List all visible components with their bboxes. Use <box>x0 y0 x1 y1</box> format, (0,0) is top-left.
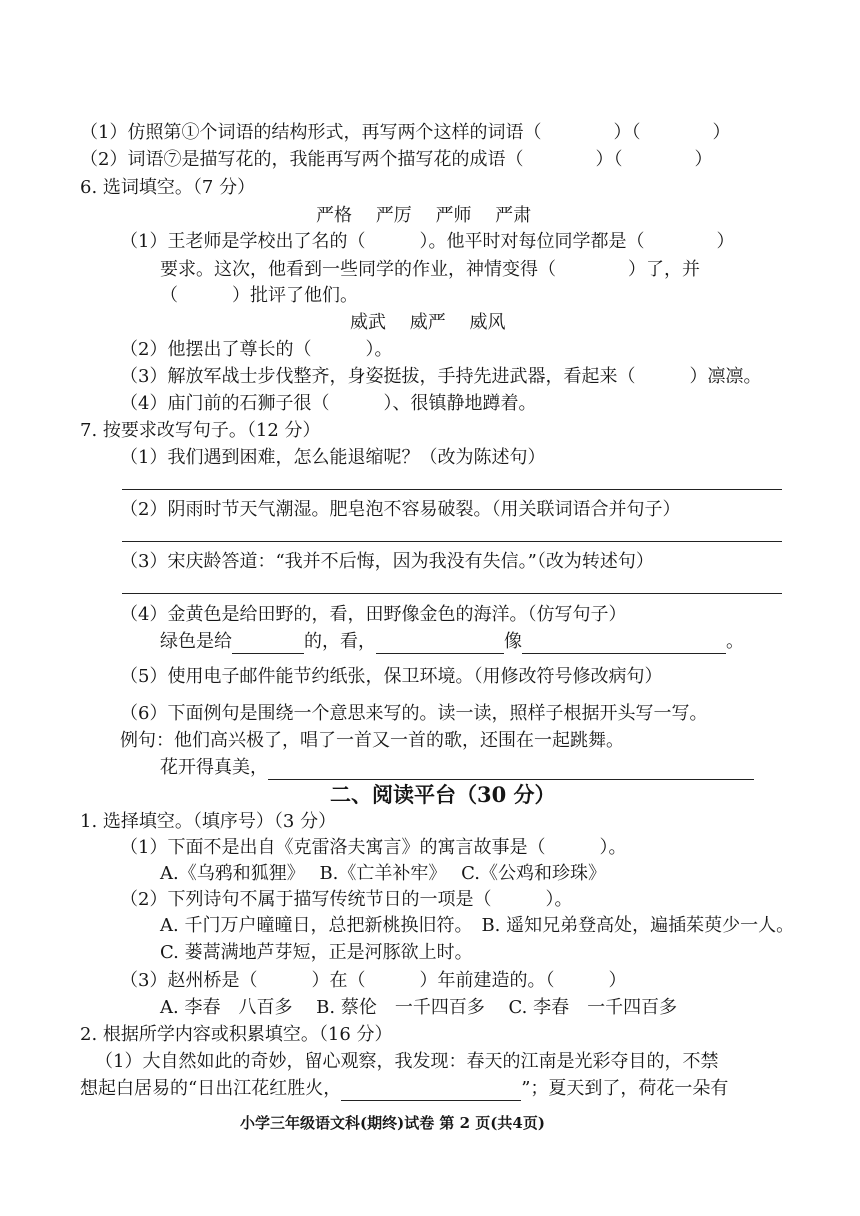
r2-title: 2. 根据所学内容或积累填空。（16 分） <box>80 1024 393 1045</box>
poem-continuation: ”；夏天到了，荷花一朵有 <box>521 1078 729 1099</box>
section-title: 二、阅读平台（30 分） <box>330 782 556 807</box>
answer-line <box>122 593 782 594</box>
r1-sub3: （3）赵州桥是（ ）在（ ）年前建造的。（ ） <box>120 970 627 991</box>
q7-title: 7. 按要求改写句子。（12 分） <box>80 420 321 441</box>
q7-sub4-template <box>160 630 744 654</box>
q7-sub4: （4）金黄色是给田野的，看，田野像金色的海洋。（仿写句子） <box>120 604 627 625</box>
poem-prompt: 想起白居易的“日出江花红胜火， <box>80 1078 342 1099</box>
q7-sub5: （5）使用电子邮件能节约纸张，保卫环境。（用修改符号修改病句） <box>120 666 663 687</box>
template-text: 绿色是给 <box>160 631 232 652</box>
q6-sub2: （2）他摆出了尊长的（ ）。 <box>120 339 393 360</box>
template-text: 像 <box>504 631 522 652</box>
r2-line1: （1）大自然如此的奇妙，留心观察，我发现：春天的江南是光彩夺目的，不禁 <box>95 1051 719 1072</box>
r1-sub1-options: A.《乌鸦和狐狸》 B.《亡羊补牢》 C.《公鸡和珍珠》 <box>160 863 606 884</box>
r1-sub2-option-c: C. 蒌蒿满地芦芽短，正是河豚欲上时。 <box>160 942 473 963</box>
template-text: 的，看， <box>304 631 376 652</box>
q7-sub2: （2）阴雨时节天气潮湿。肥皂泡不容易破裂。（用关联词语合并句子） <box>120 499 681 520</box>
fill-blank[interactable] <box>341 1082 521 1101</box>
r1-sub3-options: A. 李春 八百多 B. 蔡伦 一千四百多 C. 李春 一千四百多 <box>160 997 678 1018</box>
q6-word-bank-2: 威武 威严 威风 <box>350 312 506 333</box>
q7-sub6: （6）下面例句是围绕一个意思来写的。读一读，照样子根据开头写一写。 <box>120 703 708 724</box>
fill-blank[interactable] <box>376 635 504 654</box>
q6-title: 6. 选词填空。（7 分） <box>80 177 256 198</box>
q6-sub1-line2: 要求。这次，他看到一些同学的作业，神情变得（ ）了，并 <box>160 259 700 280</box>
r2-line2 <box>80 1077 728 1101</box>
r1-sub2: （2）下列诗句不属于描写传统节日的一项是（ ）。 <box>120 889 573 910</box>
q7-sub3: （3）宋庆龄答道：“我并不后悔，因为我没有失信。”（改为转述句） <box>120 551 654 572</box>
q7-sub6-answer <box>160 756 754 780</box>
answer-line <box>122 541 782 542</box>
fill-blank[interactable] <box>268 761 754 780</box>
q6-sub4: （4）庙门前的石狮子很（ ）、很镇静地蹲着。 <box>120 393 537 414</box>
q6-sub1-line3: （ ）批评了他们。 <box>160 285 358 306</box>
answer-start: 花开得真美， <box>160 757 268 778</box>
q6-sub3: （3）解放军战士步伐整齐，身姿挺拔，手持先进武器，看起来（ ）凛凛。 <box>120 366 762 387</box>
q7-example: 例句：他们高兴极了，唱了一首又一首的歌，还围在一起跳舞。 <box>120 730 624 751</box>
q6-word-bank-1: 严格 严厉 严师 严肃 <box>316 205 532 226</box>
q6-sub1-line1: （1）王老师是学校出了名的（ ）。他平时对每位同学都是（ ） <box>120 231 735 252</box>
fill-blank[interactable] <box>522 635 726 654</box>
q5-sub2: （2）词语⑦是描写花的，我能再写两个描写花的成语（ ）（ ） <box>80 149 713 170</box>
r1-sub1: （1）下面不是出自《克雷洛夫寓言》的寓言故事是（ ）。 <box>120 837 627 858</box>
r1-sub2-options-ab: A. 千门万户曈曈日，总把新桃换旧符。 B. 遥知兄弟登高处，遍插茱萸少一人。 <box>160 915 795 936</box>
q7-sub1: （1）我们遇到困难，怎么能退缩呢？（改为陈述句） <box>120 447 546 468</box>
template-text: 。 <box>726 631 744 652</box>
r1-title: 1. 选择填空。（填序号）（3 分） <box>80 811 337 832</box>
page-footer: 小学三年级语文科(期终)试卷 第 2 页(共4页) <box>240 1114 545 1132</box>
fill-blank[interactable] <box>232 635 304 654</box>
q5-sub1: （1）仿照第①个词语的结构形式，再写两个这样的词语（ ）（ ） <box>80 122 731 143</box>
answer-line <box>122 489 782 490</box>
